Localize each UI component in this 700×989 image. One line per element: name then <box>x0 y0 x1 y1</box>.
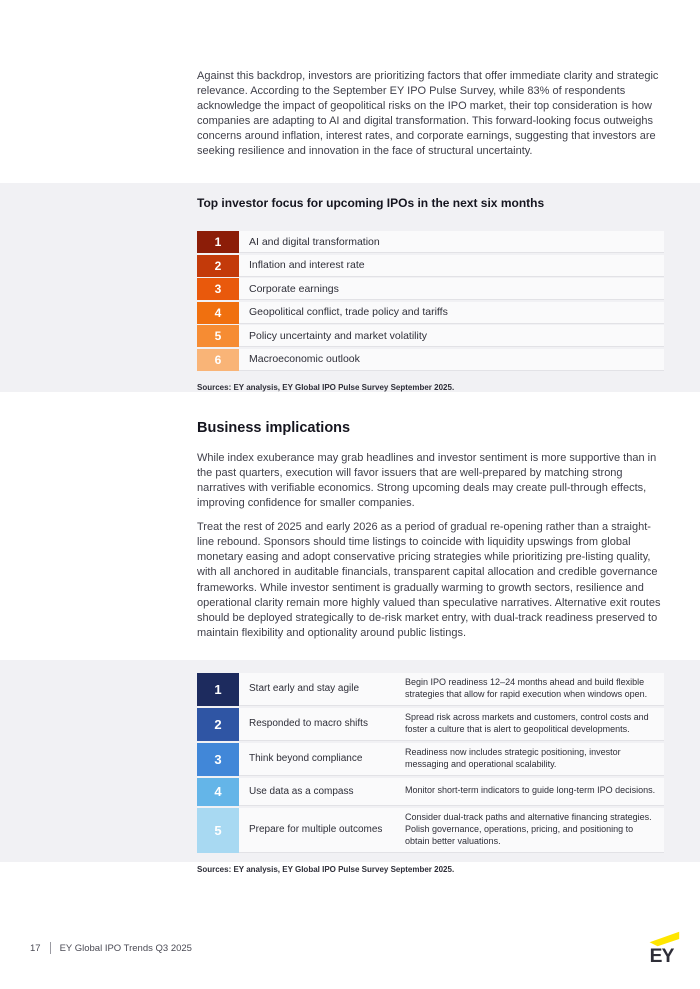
table-row <box>197 325 664 347</box>
action-label: Prepare for multiple outcomes <box>239 808 397 853</box>
table-row <box>197 808 664 853</box>
action-label: Think beyond compliance <box>239 743 397 776</box>
rank-badge: 1 <box>197 673 239 706</box>
rank-badge: 5 <box>197 325 239 347</box>
table-row <box>197 255 664 277</box>
body-paragraph: Treat the rest of 2025 and early 2026 as a period of gradual re-opening rather than a straight-line rebound. Sponsors should time listings to coincide with liquidity upswings from global monetary easing and adopt conservative pricing strategies while prioritizing pre-listing quality, with all anchored in auditable financials, transparent capital allocation and credible governance frameworks. While investor sentiment is gradually warming to growth sectors, resilience and operational clarity remain more highly valued than speculative narratives. Alternative exit routes should be deployed strategically to de-risk market entry, with dual-track readiness preserved to maintain flexibility and optionality around public listings. <box>197 521 661 639</box>
svg-text:EY: EY <box>649 946 674 964</box>
footer-document-title: EY Global IPO Trends Q3 2025 <box>59 942 192 954</box>
rank-label: AI and digital transformation <box>239 231 664 253</box>
business-implications-heading: Business implications <box>197 420 351 436</box>
table-row <box>197 743 664 776</box>
table-row <box>197 231 664 253</box>
table-row <box>197 278 664 300</box>
rank-badge: 2 <box>197 255 239 277</box>
ey-logo <box>648 930 680 964</box>
page-footer <box>0 928 700 968</box>
rank-badge: 1 <box>197 231 239 253</box>
rank-badge: 5 <box>197 808 239 853</box>
rank-label: Geopolitical conflict, trade policy and tariffs <box>239 302 664 324</box>
rank-label: Policy uncertainty and market volatility <box>239 325 664 347</box>
table-row <box>197 673 664 706</box>
action-description: Consider dual-track paths and alternative financing strategies. Polish governance, operations, pricing, and positioning to obtain better valuations. <box>397 808 664 853</box>
rank-badge: 6 <box>197 349 239 371</box>
action-description: Spread risk across markets and customers, control costs and foster a culture that is alert to geopolitical developments. <box>397 708 664 741</box>
rank-badge: 3 <box>197 743 239 776</box>
intro-paragraph: Against this backdrop, investors are prioritizing factors that offer immediate clarity and strategic relevance. According to the September EY IPO Pulse Survey, while 83% of respondents acknowledge the impact of geopolitical risks on the IPO market, their top consideration is how companies are adapting to AI and digital transformation. This forward-looking focus outweighs concerns around inflation, interest rates, and corporate earnings, suggesting that investors are seeking resilience and innovation in the face of structural uncertainty. <box>197 70 659 158</box>
rank-badge: 2 <box>197 708 239 741</box>
action-label: Use data as a compass <box>239 778 397 806</box>
table-row <box>197 708 664 741</box>
page-number: 17 <box>30 942 41 954</box>
action-description: Monitor short-term indicators to guide long-term IPO decisions. <box>397 778 664 806</box>
ey-logo-icon <box>648 930 680 964</box>
footer-left <box>30 942 192 954</box>
focus-section <box>0 183 700 392</box>
rank-label: Inflation and interest rate <box>239 255 664 277</box>
source-note: Sources: EY analysis, EY Global IPO Pulse Survey September 2025. <box>197 382 455 392</box>
table-row <box>197 349 664 371</box>
action-description: Begin IPO readiness 12–24 months ahead and build flexible strategies that allow for rapid execution when windows open. <box>397 673 664 706</box>
business-implications-body <box>197 451 664 641</box>
table-row <box>197 302 664 324</box>
rank-label: Macroeconomic outlook <box>239 349 664 371</box>
rank-badge: 4 <box>197 778 239 806</box>
footer-divider <box>50 942 51 954</box>
action-description: Readiness now includes strategic positioning, investor messaging and operational scalability. <box>397 743 664 776</box>
table-row <box>197 778 664 806</box>
body-paragraph: While index exuberance may grab headlines and investor sentiment is more supportive than in the past quarters, execution will favor issuers that are well-prepared by matching strong narratives with verifiable economics. Strong upcoming deals may create pull-through effects, improving confidence for smaller companies. <box>197 452 657 510</box>
rank-label: Corporate earnings <box>239 278 664 300</box>
actions-table <box>197 673 664 853</box>
source-note: Sources: EY analysis, EY Global IPO Pulse Survey September 2025. <box>197 864 455 874</box>
actions-section <box>0 660 700 874</box>
action-label: Start early and stay agile <box>239 673 397 706</box>
focus-section-title: Top investor focus for upcoming IPOs in the next six months <box>197 196 545 210</box>
rank-badge: 3 <box>197 278 239 300</box>
rank-badge: 4 <box>197 302 239 324</box>
focus-table <box>197 231 664 371</box>
action-label: Responded to macro shifts <box>239 708 397 741</box>
